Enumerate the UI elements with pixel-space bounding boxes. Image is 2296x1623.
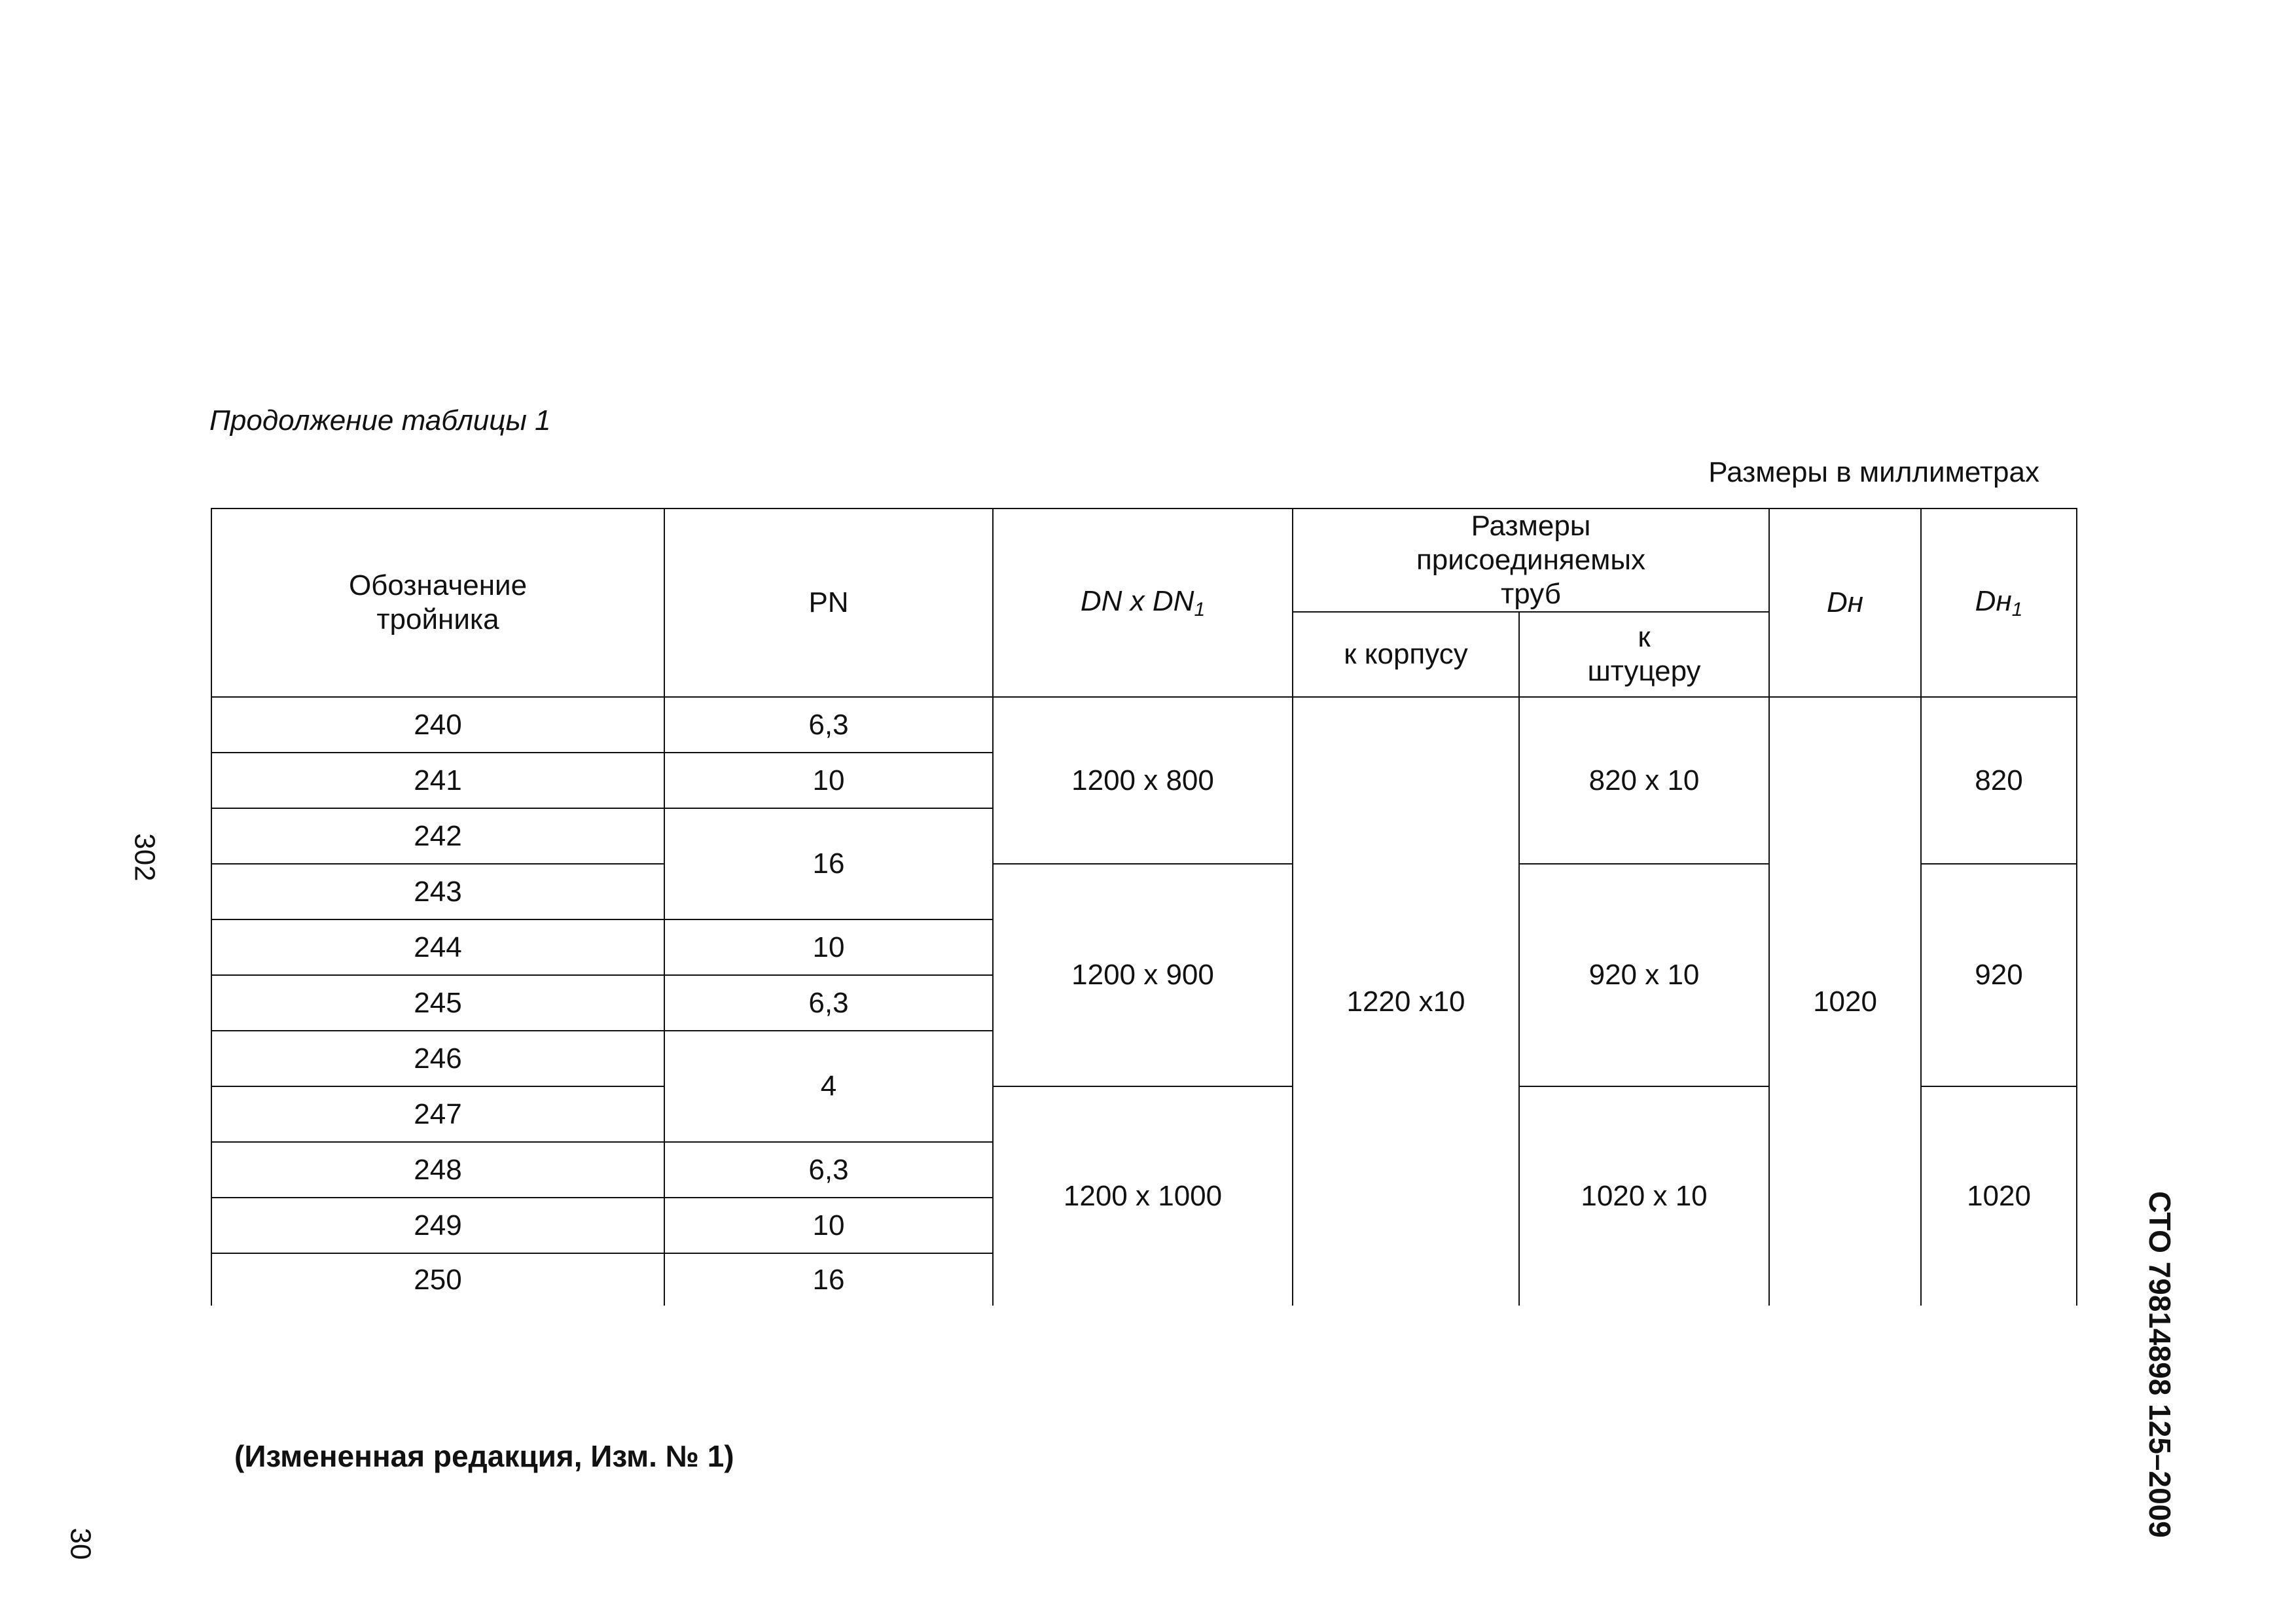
table-row [211, 697, 2077, 753]
row-id: 248 [211, 1142, 664, 1198]
header-dh1 [1921, 508, 2077, 697]
row-id: 244 [211, 919, 664, 975]
group-fitting: 820 x 10 [1519, 697, 1769, 864]
row-pn: 6,3 [664, 975, 993, 1031]
header-pn: PN [664, 508, 993, 697]
header-dh1-suffix: н [1996, 584, 2012, 617]
dh-value: 1020 [1769, 697, 1921, 1306]
row-id: 245 [211, 975, 664, 1031]
row-id: 247 [211, 1086, 664, 1142]
row-pn: 6,3 [664, 697, 993, 753]
row-pn: 16 [664, 1253, 993, 1306]
group-dh1: 1020 [1921, 1086, 2077, 1306]
row-id: 250 [211, 1253, 664, 1306]
header-dh1-label: D [1975, 584, 1996, 617]
page-number-bottom: 30 [64, 1527, 97, 1560]
row-pn: 6,3 [664, 1142, 993, 1198]
row-id: 242 [211, 808, 664, 864]
body-pipe-size: 1220 x10 [1293, 697, 1519, 1306]
page-number-top: 302 [128, 833, 161, 882]
header-dh [1769, 508, 1921, 697]
header-to-body: к корпусу [1293, 612, 1519, 697]
header-dn-subscript: 1 [1194, 598, 1206, 620]
group-dn: 1200 x 1000 [993, 1086, 1293, 1306]
group-fitting: 1020 x 10 [1519, 1086, 1769, 1306]
row-id: 249 [211, 1198, 664, 1253]
header-dh-label: D [1827, 586, 1848, 619]
row-id: 241 [211, 753, 664, 808]
row-id: 243 [211, 864, 664, 919]
group-fitting: 920 x 10 [1519, 864, 1769, 1086]
header-to-fitting: к штуцеру [1519, 612, 1769, 697]
header-dn-label: DN x DN [1080, 584, 1194, 617]
row-pn: 10 [664, 753, 993, 808]
revision-note: (Измененная редакция, Изм. № 1) [234, 1439, 734, 1473]
row-pn: 4 [664, 1031, 993, 1142]
header-dh-suffix: н [1847, 586, 1864, 619]
row-id: 246 [211, 1031, 664, 1086]
row-pn: 10 [664, 1198, 993, 1253]
group-dh1: 920 [1921, 864, 2077, 1086]
row-pn: 16 [664, 808, 993, 919]
header-designation: Обозначение тройника [211, 508, 664, 697]
group-dn: 1200 x 800 [993, 697, 1293, 864]
standard-code: СТО 79814898 125–2009 [2143, 1191, 2177, 1538]
units-note: Размеры в миллиметрах [1708, 456, 2039, 488]
header-pipe-sizes: Размеры присоединяемых труб [1293, 508, 1769, 612]
row-pn: 10 [664, 919, 993, 975]
group-dn: 1200 x 900 [993, 864, 1293, 1086]
table-caption: Продолжение таблицы 1 [209, 404, 551, 437]
group-dh1: 820 [1921, 697, 2077, 864]
row-id: 240 [211, 697, 664, 753]
header-row-1 [211, 508, 2077, 612]
header-dn [993, 508, 1293, 697]
tee-dimensions-table [211, 508, 2077, 1306]
header-dh1-subscript: 1 [2011, 598, 2023, 620]
